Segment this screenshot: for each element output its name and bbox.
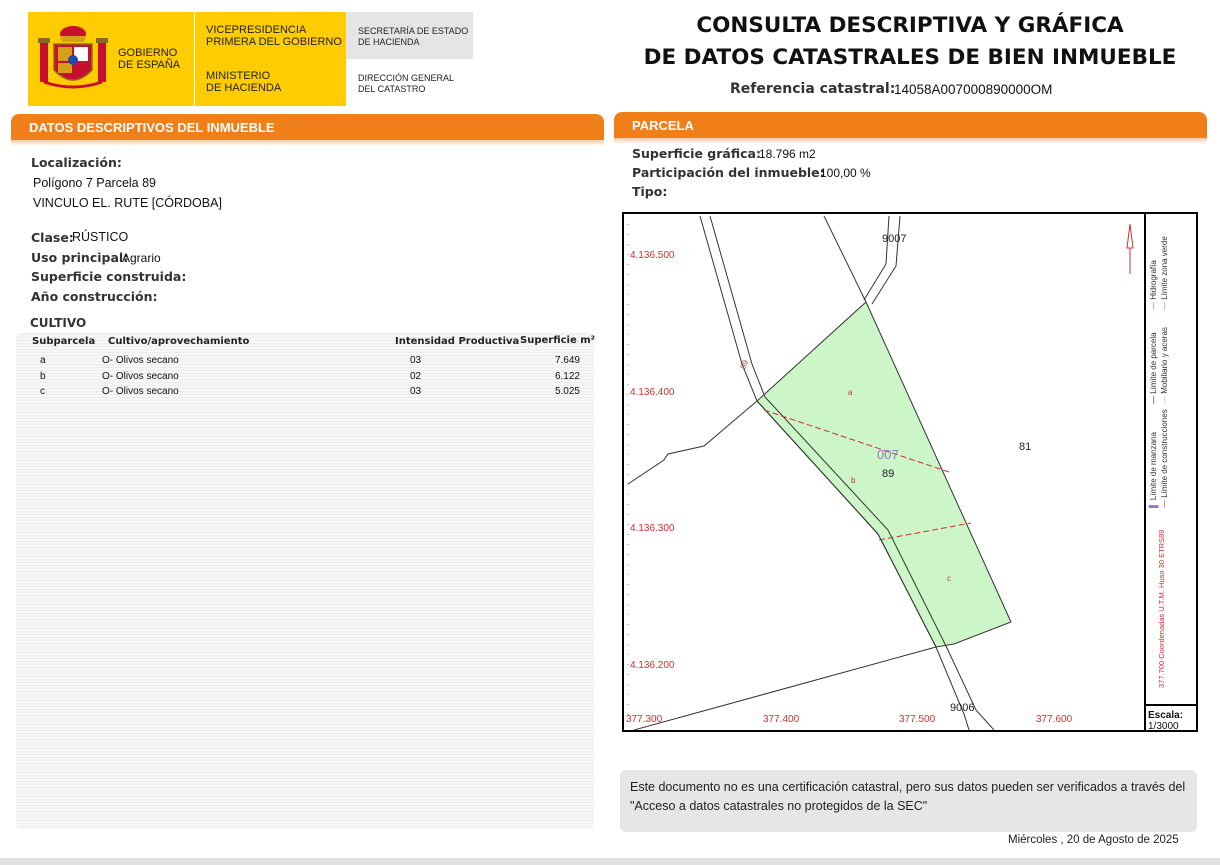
page-title-line1: CONSULTA DESCRIPTIVA Y GRÁFICA [696,13,1124,38]
ministerio-label: MINISTERIO DE HACIENDA [206,70,282,94]
header-shadow [614,138,1207,144]
x-tick-label: 377.500 [899,714,936,725]
cadastral-map[interactable] [622,212,1198,732]
bottom-strip [0,858,1220,865]
row-superficie: 6.122 [554,371,580,382]
vicepresidencia-label: VICEPRESIDENCIA PRIMERA DEL GOBIERNO [206,24,342,48]
logo-divider [194,12,195,106]
row-cultivo: O- Olivos secano [102,355,179,366]
row-superficie: 5.025 [554,386,580,397]
parcela-header: PARCELA [614,112,1207,138]
coat-of-arms-icon [38,24,108,94]
cultivo-table-panel [16,332,594,829]
referencia-value: 14058A007000890000OM [894,82,1053,97]
legend-mobiliario: — Mobiliario y aceras [1160,327,1169,404]
escala-label: Escala: [1148,710,1184,721]
legend-zona-verde: — Límite zona verde [1160,236,1169,310]
tipo-label: Tipo: [632,184,668,199]
direccion-label: DIRECCIÓN GENERAL DEL CATASTRO [358,73,455,94]
row-cultivo: O- Olivos secano [102,386,179,397]
uso-value: Agrario [122,251,161,265]
road-9007-label: 9007 [882,233,907,245]
road-9006-label: 9006 [950,702,975,714]
page-title-line2: DE DATOS CATASTRALES DE BIEN INMUEBLE [643,45,1177,70]
uso-label: Uso principal: [31,250,129,265]
th-intensidad: Intensidad Productiva [395,336,520,347]
row-cultivo: O- Olivos secano [102,371,179,382]
scale-divider [1146,704,1198,706]
map-canvas [624,214,1196,730]
datos-descriptivos-header: DATOS DESCRIPTIVOS DEL INMUEBLE [11,114,604,140]
row-subparcela: a [40,355,46,366]
document-date: Miércoles , 20 de Agosto de 2025 [1008,834,1179,846]
subparcela-a-label: a [848,388,853,397]
x-tick-label: 377.300 [626,714,663,725]
legend-construcciones: — Límite de construcciones [1160,409,1169,508]
legend-manzana: ▌ Límite de manzana [1149,432,1158,508]
th-cultivo: Cultivo/aprovechamiento [108,336,250,347]
subparcela-c-label: c [947,574,951,583]
disclaimer-note: Este documento no es una certificación catastral, pero sus datos pueden ser verificados a través del "Acceso a datos catastrales no protegidos de la SEC" [620,770,1197,832]
cultivo-title: CULTIVO [30,316,87,330]
parcela-number-label: 89 [882,468,895,480]
superficie-grafica-label: Superficie gráfica: [632,146,761,161]
legend-divider [1144,214,1146,730]
row-intensidad: 02 [410,371,422,382]
coords-note: 377.700 Coordenadas U.T.M. Huso 30 ETRS89 [1157,529,1166,688]
row-superficie: 7.649 [554,355,580,366]
vecina-parcela-label: 81 [1019,441,1032,453]
escala-value: 1/3000 [1148,721,1179,732]
th-superficie: Superficie m² [520,335,596,346]
participacion-label: Participación del inmueble: [632,165,825,180]
north-arrow-icon [1127,224,1133,274]
legend-hidrografia: — Hidrografía [1149,260,1158,310]
secretaria-label: SECRETARÍA DE ESTADO DE HACIENDA [358,26,469,47]
road-side-label: 89 [738,358,751,371]
row-intensidad: 03 [410,386,422,397]
y-tick-label: 4.136.500 [630,250,675,261]
referencia-label: Referencia catastral: [730,81,896,97]
localizacion-line2: VINCULO EL. RUTE [CÓRDOBA] [33,196,222,210]
header-shadow [11,140,604,146]
participacion-value: 100,00 % [820,166,871,180]
clase-value: RÚSTICO [72,230,129,244]
superficie-grafica-value: 18.796 m2 [759,147,816,161]
row-intensidad: 03 [410,355,422,366]
y-tick-label: 4.136.200 [630,660,675,671]
y-tick-label: 4.136.400 [630,387,675,398]
x-tick-label: 377.600 [1036,714,1073,725]
poligono-label: 007 [877,447,899,462]
gobierno-espana-label: GOBIERNO DE ESPAÑA [118,47,181,71]
localizacion-line1: Polígono 7 Parcela 89 [33,176,157,190]
subparcela-b-label: b [851,476,856,485]
boundary-west [628,401,757,484]
x-tick-label: 377.400 [763,714,800,725]
row-subparcela: b [40,371,46,382]
th-subparcela: Subparcela [32,336,96,347]
clase-label: Clase: [31,230,74,245]
superficie-construida-label: Superficie construida: [31,269,187,284]
row-subparcela: c [40,386,45,397]
localizacion-label: Localización: [31,155,122,170]
road-9007-line-a [864,216,889,300]
legend-parcela: — Límite de parcela [1149,332,1158,404]
ano-construccion-label: Año construcción: [31,289,158,304]
boundary-north [824,216,866,302]
y-tick-label: 4.136.300 [630,523,675,534]
